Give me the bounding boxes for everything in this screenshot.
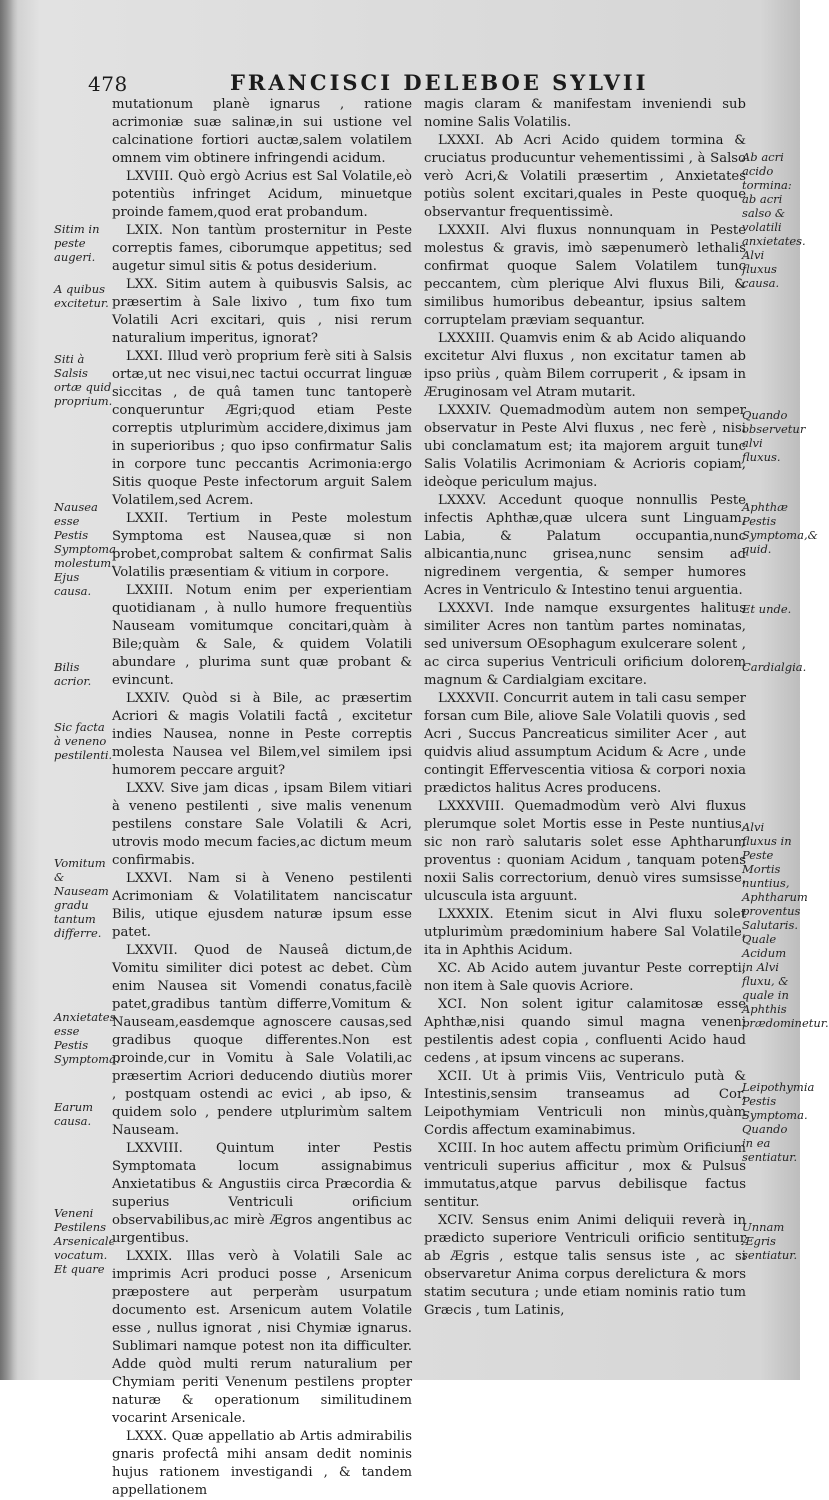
paragraph: LXXXVIII. Quemadmodùm verò Alvi fluxus plerumque solet Mortis esse in Peste nuntius, sic non rarò salutaris solet esse Aphtharum proventus : quoniam Acidum , tanquam potens noxii Salis correctorium, denuò vires sumsisse, ulcuscula ista arguunt.	[424, 799, 746, 904]
margin-note: Aphthæ Pestis Symptoma,& quid.	[742, 500, 818, 556]
paragraph: LXXXIII. Quamvis enim & ab Acido aliquando excitetur Alvi fluxus , non excitatur tamen ab ipso priùs , quàm Bilem corruperit , & ipsam in Æruginosam vel Atram mutarit.	[424, 331, 746, 400]
left-text-column	[112, 96, 412, 1500]
margin-note: Sitim in peste augeri.	[54, 222, 100, 264]
paragraph: LXXXVI. Inde namque exsurgentes halitus similiter Acres non tantùm partes nominatas, sed universum OEsophagum exulcerare solent , ac circa superius Ventriculi orificium dolorem magnum & Cardialgiam excitare.	[424, 601, 746, 688]
paragraph: LXXVII. Quod de Nauseâ dictum,de Vomitu similiter dici potest ac debet. Cùm enim Nausea sit Vomendi conatus,facilè patet,gradibus tantùm differre,Vomitum & Nauseam,easdemque agnoscere causas,sed gradibus quoque differentes.Non est proinde,cur in Vomitu à Sale Volatili,ac præsertim Acriori deducendo diutiùs morer , postquam ostendi ac evici , ab ipso, & quidem solo , pendere utplurimùm saltem Nauseam.	[112, 943, 412, 1138]
margin-note: A quibus excitetur.	[54, 282, 109, 310]
paragraph: LXIX. Non tantùm prosternitur in Peste correptis fames, ciborumque appetitus; sed augetur simul sitis & potus desiderium.	[112, 223, 412, 274]
running-head: FRANCISCI DELEBOE SYLVII	[230, 70, 649, 95]
paragraph: LXX. Sitim autem à quibusvis Salsis, ac præsertim à Sale lixivo , tum fixo tum Volatili Acri excitari, quis , nisi rerum naturalium imperitus, ignorat?	[112, 277, 412, 346]
paragraph: XCI. Non solent igitur calamitosæ esse Aphthæ,nisi quando simul magna veneni pestilentis adest copia , confluenti Acido haud cedens , at ipsum vincens ac superans.	[424, 997, 746, 1066]
paragraph: LXXIV. Quòd si à Bile, ac præsertim Acriori & magis Volatili factâ , excitetur indies Nausea, nonne in Peste correptis molesta Nausea vel Bilem,vel similem ipsi humorem peccare arguit?	[112, 691, 412, 778]
margin-note: Earum causa.	[54, 1100, 94, 1128]
paragraph: mutationum planè ignarus , ratione acrimoniæ suæ salinæ,in sui ustione vel calcinatione fortiori auctæ,salem volatilem omnem vim obtinere infringendi acidum.	[112, 97, 412, 166]
paragraph: XCIV. Sensus enim Animi deliquii reverà in prædicto superiore Ventriculi orificio sentitur ab Ægris , estque talis sensus iste , ac si observaretur Anima corpus derelictura & mors statim secutura ; unde etiam nominis ratio tum Græcis , tum Latinis,	[424, 1213, 746, 1318]
paragraph: LXXI. Illud verò proprium ferè siti à Salsis ortæ,ut nec visui,nec tactui occurrat linguæ siccitas , de quâ tamen tunc tantoperè conqueruntur Ægri;quod etiam Peste correptis utplurimùm accidere,diximus jam in superioribus ; quo ipso confirmatur Salis in corpore tunc peccantis Acrimonia:ergo Sitis quoque Peste infectorum arguit Salem Volatilem,sed Acrem.	[112, 349, 412, 508]
paragraph: LXXXII. Alvi fluxus nonnunquam in Peste molestus & gravis, imò sæpenumerò lethalis confirmat quoque Salem Volatilem tunc peccantem, cùm plerique Alvi fluxus Bili, & similibus humoribus debeantur, ipsius saltem corruptelam præviam sequantur.	[424, 223, 746, 328]
paragraph: XC. Ab Acido autem juvantur Peste correpti, non item à Sale quovis Acriore.	[424, 961, 746, 994]
margin-note: Ab acri acido tormina: ab acri salso & volatili anxietates. Alvi fluxus causa.	[742, 150, 806, 290]
right-text-column	[424, 96, 746, 1320]
paragraph: LXXIII. Notum enim per experientiam quotidianam , à nullo humore frequentiùs Nauseam vomitumque concitari,quàm à Bile;quàm & Sale, & quidem Volatili abundare , plurima sunt quæ probant & evincunt.	[112, 583, 412, 688]
paragraph: magis claram & manifestam inveniendi sub nomine Salis Volatilis.	[424, 97, 746, 130]
margin-note: Nausea esse Pestis Symptoma molestum. Ejus causa.	[54, 500, 116, 598]
paragraph: LXXIX. Illas verò à Volatili Sale ac imprimis Acri produci posse , Arsenicum præpostere aut perperàm usurpatum documento est. Arsenicum autem Volatile esse , nullus ignorat , nisi Chymiæ ignarus. Sublimari namque potest non ita difficulter. Adde quòd multi rerum naturalium per Chymiam periti Venenum pestilens propter naturæ & operationum similitudinem vocarint Arsenicale.	[112, 1249, 412, 1426]
margin-note: Sic facta à veneno pestilenti.	[54, 720, 113, 762]
page-number: 478	[88, 72, 128, 96]
margin-note: Alvi fluxus in Peste Mortis nuntius, Aphtharum proventus Salutaris. Quale Acidum in Alvi fluxu, & quale in Aphthis prædominetur.	[742, 820, 829, 1030]
gutter-shadow	[0, 0, 18, 1380]
paragraph: LXXVIII. Quintum inter Pestis Symptomata locum assignabimus Anxietatibus & Angustiis circa Præcordia & superius Ventriculi orificium observabilibus,ac mirè Ægros angentibus ac urgentibus.	[112, 1141, 412, 1246]
paragraph: XCII. Ut à primis Viis, Ventriculo putà & Intestinis,sensim transeamus ad Cor, Leipothymiam Ventriculi non minùs,quàm Cordis affectum examinabimus.	[424, 1069, 746, 1138]
margin-note: Unnam Ægris sentiatur.	[742, 1220, 798, 1262]
paragraph: LXXXV. Accedunt quoque nonnullis Peste infectis Aphthæ,quæ ulcera sunt Linguam, Labia, & Palatum occupantia,nunc albicantia,nunc grisea,nunc sensim ad nigredinem vergentia, & semper humores Acres in Ventriculo & Intestino tenui arguentia.	[424, 493, 746, 598]
paragraph: LXXXI. Ab Acri Acido quidem tormina & cruciatus producuntur vehementissimi , à Salso verò Acri,& Volatili præsertim , Anxietates potiùs solent excitari,quales in Peste quoque observantur frequentissimè.	[424, 133, 746, 220]
paragraph: LXXXIX. Etenim sicut in Alvi fluxu solet utplurimùm prædominium habere Sal Volatile, ita in Aphthis Acidum.	[424, 907, 746, 958]
margin-note: Siti à Salsis ortæ quid proprium.	[54, 352, 113, 408]
margin-note: Veneni Pestilens Arsenicale vocatum. Et quare	[54, 1206, 116, 1276]
margin-note: Anxietates esse Pestis Symptoma.	[54, 1010, 120, 1066]
margin-note: Cardialgia.	[742, 660, 807, 674]
paragraph: LXXXIV. Quemadmodùm autem non semper observatur in Peste Alvi fluxus , nec ferè , nisi ubi conclamatum est; ita majorem arguit tunc Salis Volatilis Acrimoniam & Acrioris copiam, ideòque periculum majus.	[424, 403, 746, 490]
paragraph: LXXXVII. Concurrit autem in tali casu semper forsan cum Bile, aliove Sale Volatili quovis , sed Acri , Succus Pancreaticus similiter Acer , aut quidvis aliud assumptum Acidum & Acre , unde contingit Effervescentia vitiosa & corpori noxia prædictos halitus Acres producens.	[424, 691, 746, 796]
paragraph: LXVIII. Quò ergò Acrius est Sal Volatile,eò potentiùs infringet Acidum, minuetque proinde famem,quod erat probandum.	[112, 169, 412, 220]
margin-note: Bilis acrior.	[54, 660, 92, 688]
margin-note: Leipothymia Pestis Symptoma. Quando in ea sentiatur.	[742, 1080, 815, 1164]
margin-note: Vomitum & Nauseam gradu tantum differre.	[54, 856, 109, 940]
paragraph: LXXV. Sive jam dicas , ipsam Bilem vitiari à veneno pestilenti , sive malis venenum pestilens constare Sale Volatili & Acri, utrovis modo mecum facies,ac dictum meum confirmabis.	[112, 781, 412, 868]
margin-note: Quando observetur alvi fluxus.	[742, 408, 806, 464]
margin-note: Et unde.	[742, 602, 792, 616]
paragraph: LXXX. Quæ appellatio ab Artis admirabilis gnaris profectâ mihi ansam dedit nominis hujus rationem investigandi , & tandem appellationem	[112, 1429, 412, 1498]
paragraph: XCIII. In hoc autem affectu primùm Orificium ventriculi superius afficitur , mox & Pulsus immutatus,atque parvus debilisque factus sentitur.	[424, 1141, 746, 1210]
paragraph: LXXVI. Nam si à Veneno pestilenti Acrimoniam & Volatilitatem nanciscatur Bilis, utique ejusdem naturæ ipsum esse patet.	[112, 871, 412, 940]
paragraph: LXXII. Tertium in Peste molestum Symptoma est Nausea,quæ si non probet,comprobat saltem & confirmat Salis Volatilis præsentiam & vitium in corpore.	[112, 511, 412, 580]
